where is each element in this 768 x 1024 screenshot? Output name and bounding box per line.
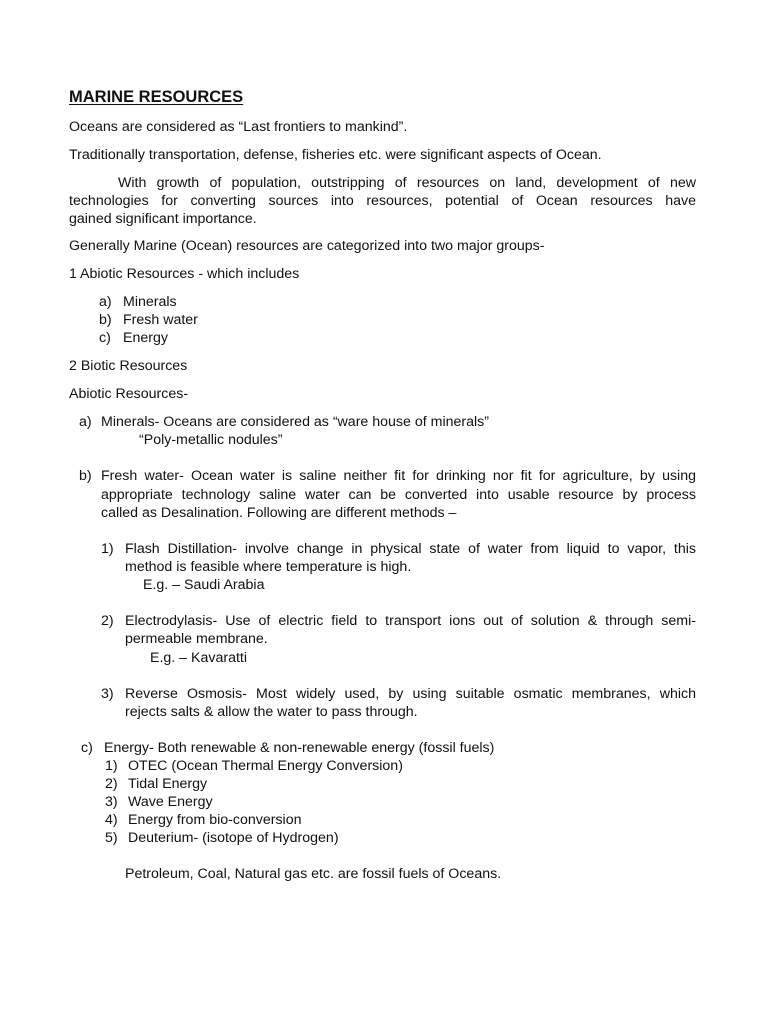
fresh-water-line: appropriate technology saline water can be converted into usable resource by process [101, 487, 696, 503]
groups-line: Generally Marine (Ocean) resources are categorized into two major groups- [69, 238, 545, 254]
list-marker: 4) [105, 812, 118, 828]
paragraph-line: technologies for converting sources into resources, potential of Ocean resources have [69, 193, 696, 209]
list-marker: 1) [105, 758, 118, 774]
fossil-fuels-note: Petroleum, Coal, Natural gas etc. are fossil fuels of Oceans. [125, 866, 502, 882]
energy-item: Energy from bio-conversion [128, 812, 302, 828]
list-item: Fresh water [123, 312, 198, 328]
energy-item: OTEC (Ocean Thermal Energy Conversion) [128, 758, 403, 774]
method-line: rejects salts & allow the water to pass through. [125, 704, 418, 720]
list-marker: 1) [101, 541, 114, 557]
method-line: method is feasible where temperature is high. [125, 559, 412, 575]
list-marker: c) [99, 330, 111, 346]
intro-line: Oceans are considered as “Last frontiers to mankind”. [69, 119, 408, 135]
abiotic-heading: 1 Abiotic Resources - which includes [69, 266, 300, 282]
list-marker: a) [99, 294, 112, 310]
method-line: permeable membrane. [125, 631, 268, 647]
list-marker: 2) [105, 776, 118, 792]
list-marker: 3) [101, 686, 114, 702]
minerals-line: Minerals- Oceans are considered as “ware house of minerals” [101, 414, 489, 430]
energy-item: Deuterium- (isotope of Hydrogen) [128, 830, 339, 846]
biotic-heading: 2 Biotic Resources [69, 358, 188, 374]
page-title: MARINE RESOURCES [69, 88, 244, 106]
list-marker: c) [81, 740, 93, 756]
energy-item: Tidal Energy [128, 776, 208, 792]
paragraph-line: With growth of population, outstripping of resources on land, development of new [118, 175, 696, 191]
fresh-water-line: called as Desalination. Following are different methods – [101, 505, 457, 521]
list-marker: b) [79, 468, 92, 484]
list-marker: 3) [105, 794, 118, 810]
intro-line: Traditionally transportation, defense, fisheries etc. were significant aspects of Ocean. [69, 147, 602, 163]
list-item: Minerals [123, 294, 177, 310]
list-marker: 5) [105, 830, 118, 846]
method-example: E.g. – Saudi Arabia [143, 577, 265, 593]
list-marker: 2) [101, 613, 114, 629]
minerals-subline: “Poly-metallic nodules” [139, 432, 283, 448]
energy-item: Wave Energy [128, 794, 213, 810]
list-item: Energy [123, 330, 168, 346]
paragraph-line: gained significant importance. [69, 211, 257, 227]
method-line: Electrodylasis- Use of electric field to transport ions out of solution & through semi- [125, 613, 696, 629]
abiotic-detail-heading: Abiotic Resources- [69, 386, 189, 402]
energy-line: Energy- Both renewable & non-renewable energy (fossil fuels) [104, 740, 495, 756]
method-line: Reverse Osmosis- Most widely used, by using suitable osmatic membranes, which [125, 686, 696, 702]
method-line: Flash Distillation- involve change in physical state of water from liquid to vapor, this [125, 541, 696, 557]
method-example: E.g. – Kavaratti [150, 650, 247, 666]
list-marker: b) [99, 312, 112, 328]
list-marker: a) [79, 414, 92, 430]
fresh-water-line: Fresh water- Ocean water is saline neither fit for drinking nor fit for agriculture, by using [101, 468, 696, 484]
